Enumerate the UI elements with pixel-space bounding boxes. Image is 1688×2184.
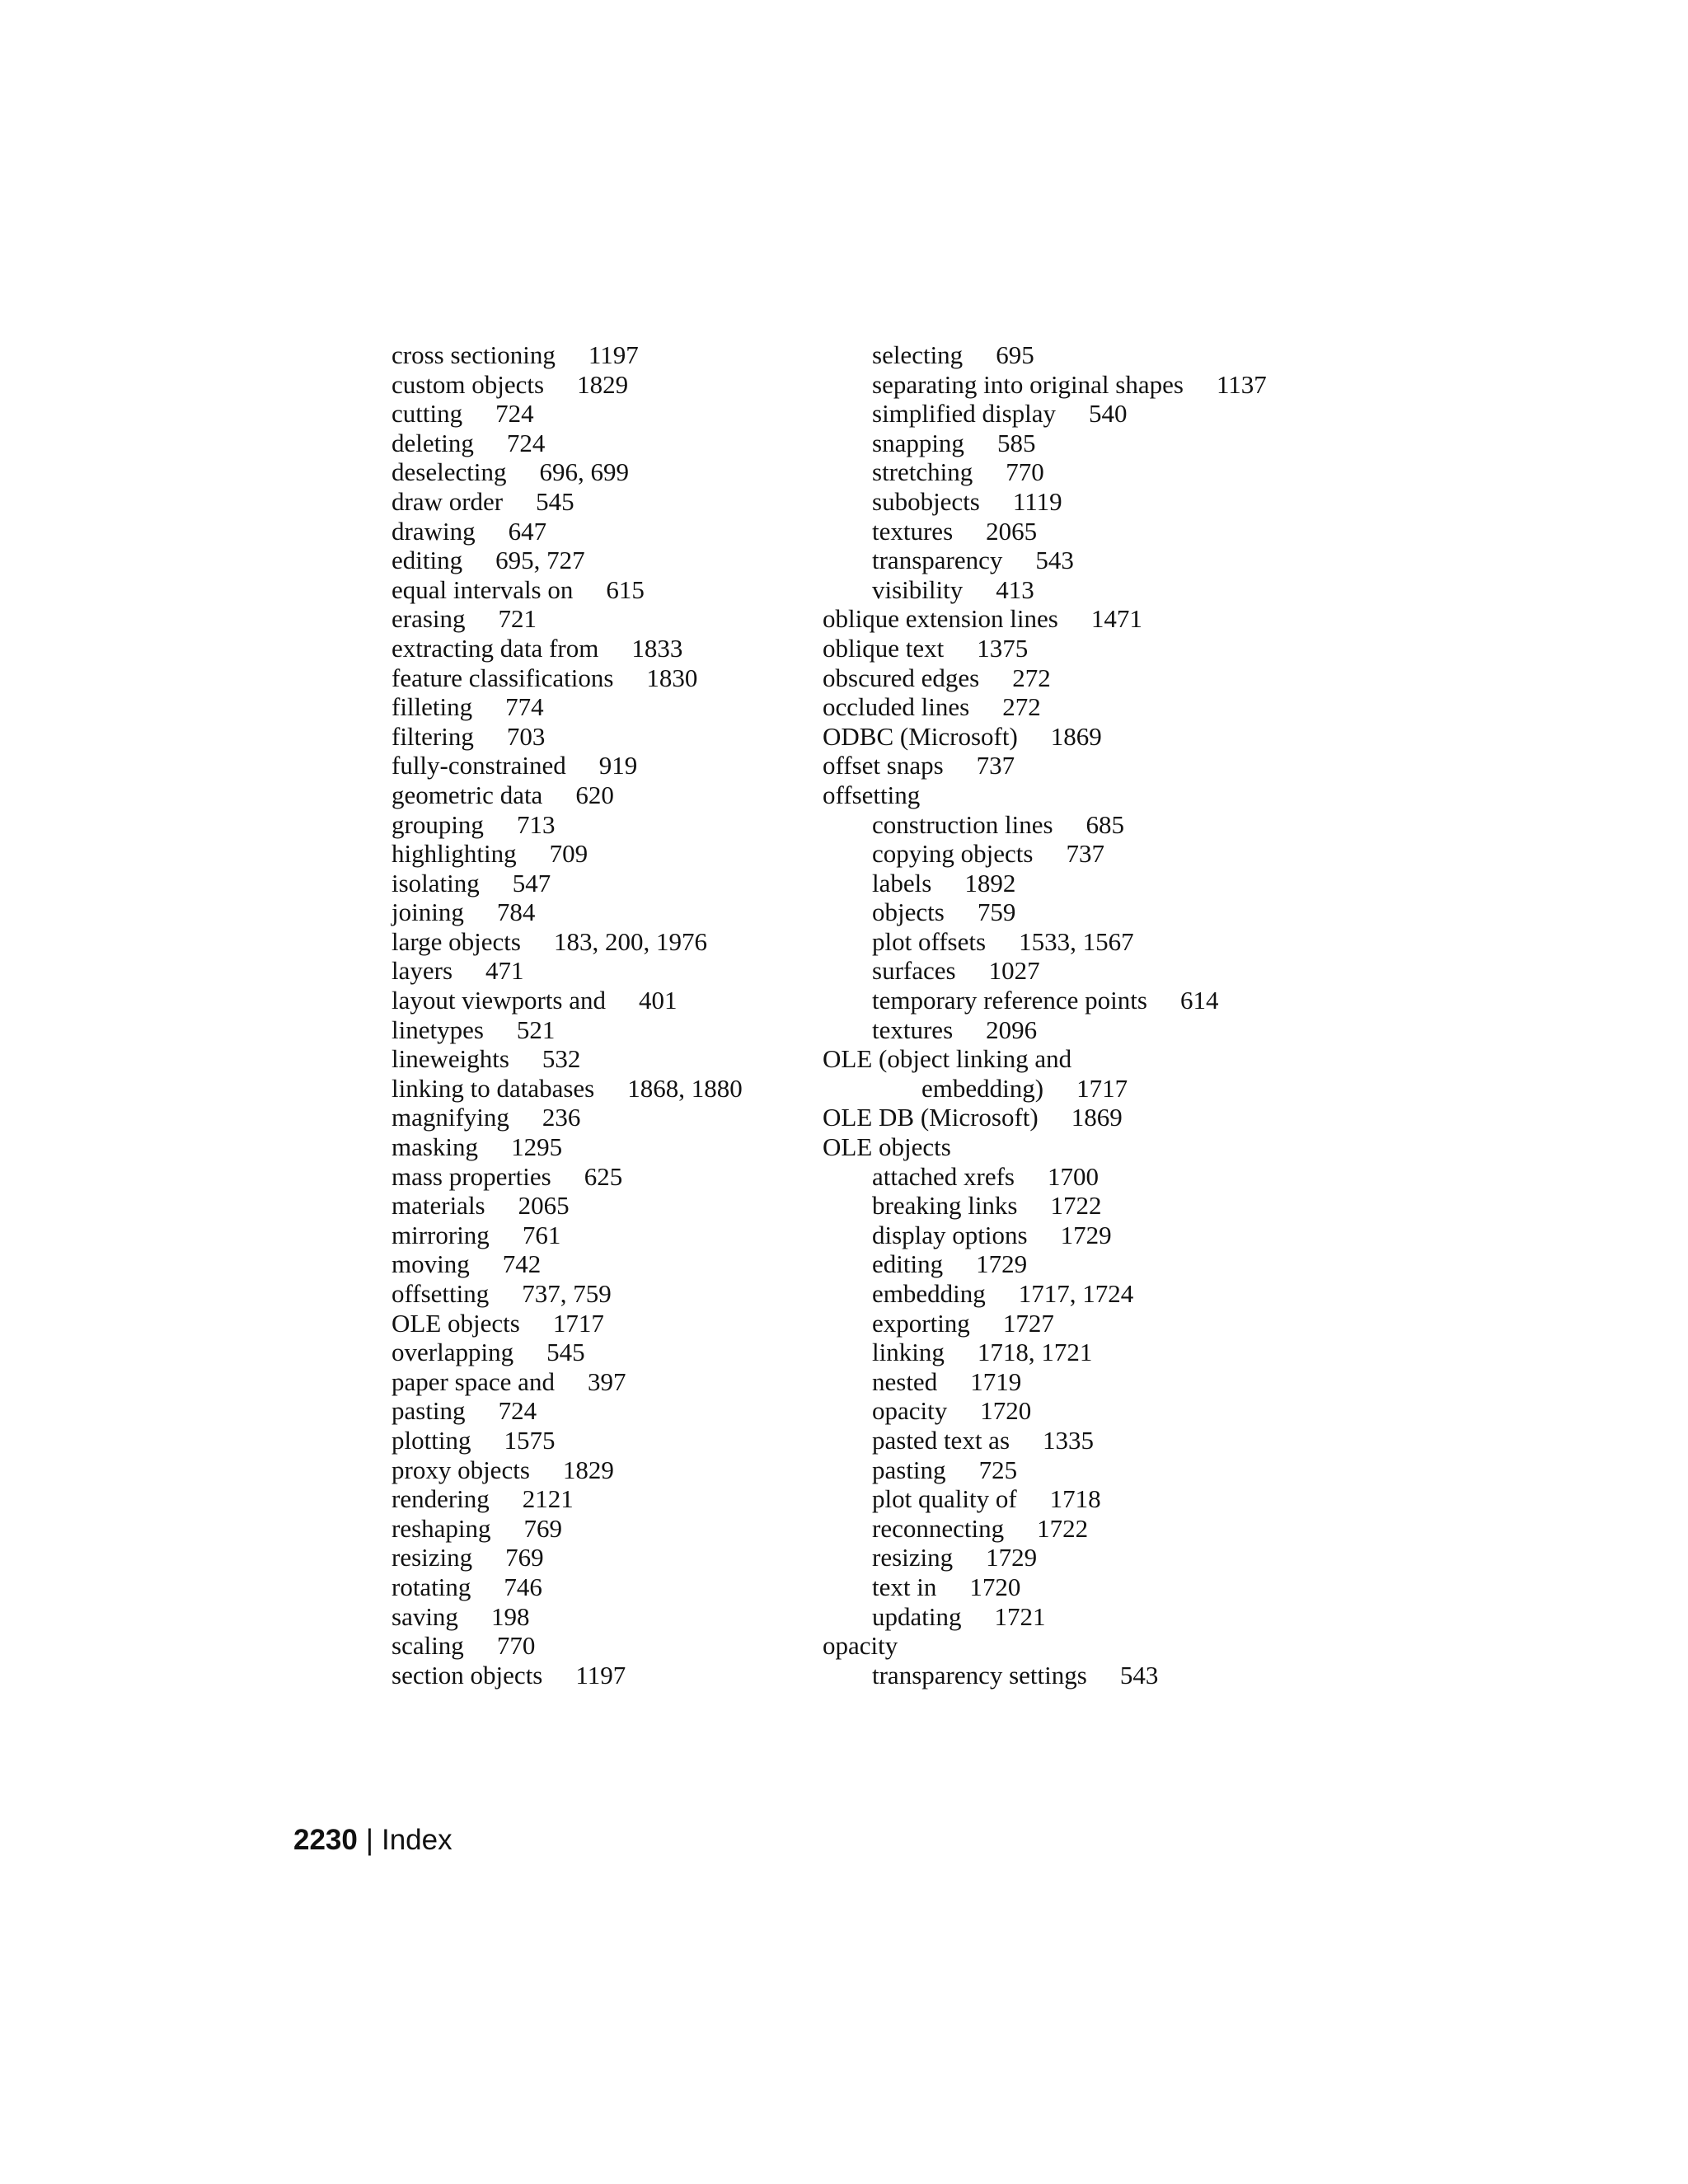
index-column-left — [342, 340, 804, 1690]
index-term: surfaces — [872, 956, 956, 986]
index-entry — [342, 1249, 804, 1279]
index-page-refs: 746 — [504, 1572, 542, 1601]
index-entry — [342, 1338, 804, 1367]
index-page-refs: 2065 — [986, 516, 1038, 546]
index-page-refs: 625 — [584, 1161, 623, 1191]
index-term: geometric data — [392, 780, 543, 809]
index-page-refs: 1721 — [994, 1601, 1046, 1631]
index-entry — [342, 1543, 804, 1572]
index-page-refs: 709 — [549, 839, 588, 869]
index-term: OLE objects — [392, 1308, 520, 1338]
index-term: grouping — [392, 809, 484, 839]
index-entry — [342, 1074, 804, 1104]
index-page-refs: 1722 — [1050, 1191, 1102, 1221]
index-term: embedding — [872, 1279, 986, 1308]
index-entry — [342, 1572, 804, 1602]
index-entry — [823, 457, 1400, 487]
index-entry — [342, 604, 804, 634]
index-term: separating into original shapes — [872, 369, 1184, 399]
index-term: updating — [872, 1601, 962, 1631]
index-entry — [342, 692, 804, 722]
index-term: construction lines — [872, 809, 1053, 839]
index-page-refs: 759 — [977, 898, 1016, 927]
index-entry — [823, 1132, 1400, 1162]
index-term: snapping — [872, 428, 964, 457]
index-column-right — [823, 340, 1400, 1690]
index-entry — [823, 1309, 1400, 1338]
index-page-refs: 725 — [978, 1455, 1018, 1484]
index-entry — [823, 986, 1400, 1015]
index-term: layers — [392, 956, 453, 986]
index-term: cutting — [392, 399, 463, 429]
index-page-refs: 724 — [495, 399, 534, 429]
index-term: ODBC (Microsoft) — [823, 721, 1018, 751]
index-entry — [342, 1602, 804, 1632]
index-term: scaling — [392, 1631, 464, 1661]
index-page-refs: 1119 — [1012, 486, 1062, 516]
index-entry — [342, 1396, 804, 1426]
index-entry — [823, 810, 1400, 840]
index-term: attached xrefs — [872, 1161, 1015, 1191]
index-page-refs: 543 — [1035, 546, 1074, 575]
index-term: opacity — [823, 1631, 898, 1661]
index-term: pasting — [872, 1455, 946, 1484]
index-entry — [823, 1103, 1400, 1132]
index-term: overlapping — [392, 1338, 514, 1367]
index-page-refs: 1892 — [964, 868, 1016, 898]
index-term: oblique extension lines — [823, 604, 1058, 634]
index-entry — [342, 1426, 804, 1455]
index-page-refs: 647 — [508, 516, 547, 546]
index-term: occluded lines — [823, 692, 970, 722]
index-page-refs: 737 — [1066, 839, 1104, 869]
index-page-refs: 2065 — [518, 1191, 570, 1221]
index-page-refs: 1829 — [577, 369, 629, 399]
index-term: plot quality of — [872, 1484, 1017, 1514]
index-page-refs: 1197 — [588, 340, 639, 369]
index-entry — [342, 1221, 804, 1250]
index-term: mirroring — [392, 1220, 490, 1249]
index-entry — [342, 1191, 804, 1221]
index-entry — [342, 575, 804, 605]
index-entry — [823, 1543, 1400, 1572]
index-term: labels — [872, 868, 932, 898]
index-term: materials — [392, 1191, 485, 1221]
index-entry — [823, 1572, 1400, 1602]
index-entry — [342, 429, 804, 458]
index-term: stretching — [872, 457, 973, 487]
index-term: text in — [872, 1572, 937, 1601]
index-entry — [823, 1455, 1400, 1485]
index-entry — [823, 370, 1400, 400]
index-term: reshaping — [392, 1513, 491, 1543]
index-entry — [823, 1044, 1400, 1074]
index-term: OLE (object linking and — [823, 1044, 1072, 1074]
index-term: oblique text — [823, 633, 945, 663]
index-entry — [342, 898, 804, 927]
index-page-refs: 545 — [546, 1338, 585, 1367]
index-page-refs: 770 — [1006, 457, 1044, 487]
index-term: paper space and — [392, 1366, 555, 1396]
index-term: saving — [392, 1601, 458, 1631]
index-page-refs: 1729 — [976, 1249, 1028, 1279]
index-page-refs: 1717 — [1076, 1073, 1128, 1103]
index-entry — [823, 1514, 1400, 1544]
index-term: obscured edges — [823, 663, 980, 692]
index-entry — [823, 956, 1400, 986]
index-entry — [342, 839, 804, 869]
index-page-refs: 1197 — [575, 1660, 626, 1690]
index-term: editing — [392, 546, 463, 575]
index-entry — [342, 1103, 804, 1132]
index-term: simplified display — [872, 399, 1057, 429]
index-term: deleting — [392, 428, 474, 457]
index-page-refs: 1727 — [1002, 1308, 1054, 1338]
index-entry — [823, 1338, 1400, 1367]
index-page-refs: 547 — [512, 868, 551, 898]
index-term: custom objects — [392, 369, 545, 399]
index-term: objects — [872, 898, 945, 927]
index-page-refs: 703 — [506, 721, 546, 751]
index-term: exporting — [872, 1308, 970, 1338]
index-term: embedding) — [921, 1073, 1044, 1103]
index-term: copying objects — [872, 839, 1034, 869]
index-page-refs: 183, 200, 1976 — [553, 926, 707, 956]
index-page-refs: 1717, 1724 — [1018, 1279, 1134, 1308]
index-page-refs: 1729 — [1060, 1220, 1112, 1249]
index-entry — [342, 986, 804, 1015]
index-page-refs: 2096 — [986, 1015, 1038, 1044]
index-page-refs: 1295 — [511, 1132, 563, 1162]
index-term: linking to databases — [392, 1073, 595, 1103]
index-entry — [823, 1631, 1400, 1661]
index-term: equal intervals on — [392, 574, 574, 604]
index-entry — [342, 1309, 804, 1338]
index-page-refs: 1027 — [988, 956, 1040, 986]
index-term: linking — [872, 1338, 945, 1367]
index-page-refs: 1717 — [552, 1308, 604, 1338]
page-footer — [293, 1821, 452, 1860]
index-page-refs: 272 — [1002, 692, 1041, 722]
index-page-refs: 521 — [516, 1015, 556, 1044]
index-term: OLE DB (Microsoft) — [823, 1103, 1039, 1132]
index-entry — [823, 340, 1400, 370]
footer-separator: | — [365, 1824, 373, 1856]
index-entry — [342, 663, 804, 693]
index-entry — [342, 1631, 804, 1661]
index-entry — [342, 340, 804, 370]
index-page-refs: 471 — [485, 956, 524, 986]
index-term: rendering — [392, 1484, 490, 1514]
index-page-refs: 737 — [976, 751, 1015, 780]
index-entry — [823, 927, 1400, 957]
index-term: textures — [872, 516, 954, 546]
index-term: subobjects — [872, 486, 980, 516]
index-page-refs: 198 — [490, 1601, 530, 1631]
index-page-refs: 1868, 1880 — [627, 1073, 743, 1103]
index-page-refs: 774 — [505, 692, 544, 722]
index-page-refs: 543 — [1119, 1660, 1159, 1690]
index-term: masking — [392, 1132, 479, 1162]
index-entry — [823, 869, 1400, 898]
index-term: large objects — [392, 926, 521, 956]
index-term: magnifying — [392, 1103, 509, 1132]
index-page-refs: 2121 — [522, 1484, 574, 1514]
index-entry — [823, 487, 1400, 517]
index-term: section objects — [392, 1660, 543, 1690]
index-page-refs: 401 — [639, 986, 678, 1015]
index-entry — [342, 1132, 804, 1162]
index-term: highlighting — [392, 839, 517, 869]
index-term: pasted text as — [872, 1425, 1010, 1455]
index-entry — [342, 399, 804, 429]
index-page-refs: 737, 759 — [522, 1279, 612, 1308]
index-page-refs: 1533, 1567 — [1019, 926, 1134, 956]
index-entry — [823, 604, 1400, 634]
index-entry — [342, 457, 804, 487]
index-entry — [823, 1015, 1400, 1045]
index-page-refs: 695, 727 — [495, 546, 585, 575]
index-entry — [342, 1015, 804, 1045]
index-term: layout viewports and — [392, 986, 607, 1015]
index-page-refs: 696, 699 — [539, 457, 629, 487]
index-page-refs: 761 — [522, 1220, 561, 1249]
index-page-refs: 713 — [516, 809, 556, 839]
index-term: temporary reference points — [872, 986, 1147, 1015]
index-page-refs: 397 — [587, 1366, 626, 1396]
index-term: plot offsets — [872, 926, 987, 956]
index-entry — [342, 869, 804, 898]
page-number: 2230 — [293, 1824, 358, 1856]
index-entry — [823, 1279, 1400, 1309]
index-entry — [823, 1367, 1400, 1397]
index-page-refs: 1335 — [1043, 1425, 1095, 1455]
index-term: plotting — [392, 1425, 471, 1455]
index-page-refs: 770 — [496, 1631, 536, 1661]
index-term: filtering — [392, 721, 474, 751]
index-entry — [342, 1162, 804, 1192]
index-term: erasing — [392, 604, 466, 634]
index-page-refs: 1719 — [970, 1366, 1022, 1396]
index-entry — [342, 722, 804, 752]
index-page-refs: 1722 — [1037, 1513, 1089, 1543]
index-page-refs: 1869 — [1050, 721, 1102, 751]
index-entry — [823, 1602, 1400, 1632]
index-entry — [342, 370, 804, 400]
index-entry — [823, 517, 1400, 546]
index-term: OLE objects — [823, 1132, 951, 1162]
index-term: pasting — [392, 1396, 466, 1426]
index-term: resizing — [872, 1543, 954, 1572]
index-entry — [342, 634, 804, 663]
index-page-refs: 695 — [996, 340, 1034, 369]
index-page-refs: 1137 — [1216, 369, 1267, 399]
section-name: Index — [381, 1824, 452, 1856]
index-page-refs: 1830 — [646, 663, 698, 692]
index-term: offset snaps — [823, 751, 944, 780]
index-entry — [342, 546, 804, 575]
index-entry — [823, 429, 1400, 458]
index-term: fully-constrained — [392, 751, 566, 780]
index-page-refs: 1718 — [1049, 1484, 1101, 1514]
index-page-refs: 614 — [1179, 986, 1219, 1015]
index-entry — [342, 1514, 804, 1544]
index-term: draw order — [392, 486, 504, 516]
index-page-refs: 769 — [505, 1543, 544, 1572]
index-term: textures — [872, 1015, 954, 1044]
index-entry — [823, 722, 1400, 752]
index-entry — [823, 839, 1400, 869]
index-term: breaking links — [872, 1191, 1018, 1221]
index-entry — [342, 1279, 804, 1309]
index-entry — [342, 1044, 804, 1074]
index-term: drawing — [392, 516, 476, 546]
index-term: transparency settings — [872, 1660, 1087, 1690]
index-page-refs: 1700 — [1047, 1161, 1099, 1191]
index-entry — [342, 956, 804, 986]
index-page-refs: 585 — [996, 428, 1036, 457]
index-entry — [342, 1661, 804, 1690]
index-entry — [823, 1396, 1400, 1426]
index-term: filleting — [392, 692, 473, 722]
index-term: deselecting — [392, 457, 507, 487]
index-entry — [823, 692, 1400, 722]
index-entry — [342, 487, 804, 517]
index-term: offsetting — [823, 780, 921, 809]
index-entry — [823, 634, 1400, 663]
index-term: display options — [872, 1220, 1028, 1249]
index-page-refs: 1718, 1721 — [977, 1338, 1093, 1367]
index-page-refs: 724 — [498, 1396, 537, 1426]
index-page-refs: 1869 — [1071, 1103, 1123, 1132]
index-term: visibility — [872, 574, 964, 604]
index-term: resizing — [392, 1543, 473, 1572]
index-term: editing — [872, 1249, 944, 1279]
index-page-refs: 742 — [502, 1249, 542, 1279]
index-term: feature classifications — [392, 663, 614, 692]
index-page-refs: 540 — [1089, 399, 1128, 429]
index-entry — [823, 399, 1400, 429]
index-page-refs: 784 — [496, 898, 536, 927]
index-entry — [823, 1661, 1400, 1690]
index-term: linetypes — [392, 1015, 484, 1044]
index-term: cross sectioning — [392, 340, 556, 369]
index-page-refs: 1471 — [1090, 604, 1142, 634]
index-page-refs: 1720 — [980, 1396, 1032, 1426]
index-entry — [823, 1426, 1400, 1455]
index-page-refs: 1729 — [986, 1543, 1038, 1572]
index-term: transparency — [872, 546, 1003, 575]
index-term: reconnecting — [872, 1513, 1005, 1543]
index-page-refs: 532 — [542, 1044, 581, 1074]
index-entry — [823, 751, 1400, 780]
index-entry — [823, 1484, 1400, 1514]
index-entry — [342, 1455, 804, 1485]
index-entry — [342, 1367, 804, 1397]
index-entry — [342, 927, 804, 957]
index-entry — [823, 546, 1400, 575]
index-term: lineweights — [392, 1044, 509, 1074]
index-entry — [823, 575, 1400, 605]
index-entry — [342, 780, 804, 810]
index-entry — [342, 751, 804, 780]
index-page-refs: 236 — [542, 1103, 581, 1132]
index-page-refs: 721 — [498, 604, 537, 634]
index-term: selecting — [872, 340, 964, 369]
index-page-refs: 724 — [506, 428, 546, 457]
index-page-refs: 545 — [536, 486, 574, 516]
index-term: extracting data from — [392, 633, 599, 663]
index-term: mass properties — [392, 1161, 551, 1191]
index-page-refs: 1833 — [631, 633, 683, 663]
index-term: proxy objects — [392, 1455, 530, 1484]
index-entry — [823, 663, 1400, 693]
index-page-refs: 272 — [1012, 663, 1051, 692]
index-entry — [342, 517, 804, 546]
index-page-refs: 685 — [1085, 809, 1125, 839]
index-entry — [342, 1484, 804, 1514]
index-term: nested — [872, 1366, 938, 1396]
index-page-refs: 620 — [575, 780, 614, 809]
index-entry — [342, 810, 804, 840]
index-page-refs: 1829 — [562, 1455, 614, 1484]
index-entry — [823, 780, 1400, 810]
index-term: isolating — [392, 868, 480, 898]
index-term: opacity — [872, 1396, 948, 1426]
index-entry — [823, 1221, 1400, 1250]
index-page-refs: 1375 — [977, 633, 1029, 663]
index-entry — [823, 1162, 1400, 1192]
index-term: rotating — [392, 1572, 471, 1601]
index-page-refs: 413 — [996, 574, 1034, 604]
index-page-refs: 769 — [523, 1513, 563, 1543]
index-page-refs: 615 — [606, 574, 645, 604]
index-page-refs: 919 — [598, 751, 638, 780]
index-term: moving — [392, 1249, 470, 1279]
index-entry — [823, 1249, 1400, 1279]
index-entry — [823, 898, 1400, 927]
index-term: joining — [392, 898, 464, 927]
index-entry — [823, 1074, 1400, 1104]
index-entry — [823, 1191, 1400, 1221]
index-page-refs: 1720 — [969, 1572, 1021, 1601]
index-term: offsetting — [392, 1279, 490, 1308]
index-page-refs: 1575 — [504, 1425, 556, 1455]
